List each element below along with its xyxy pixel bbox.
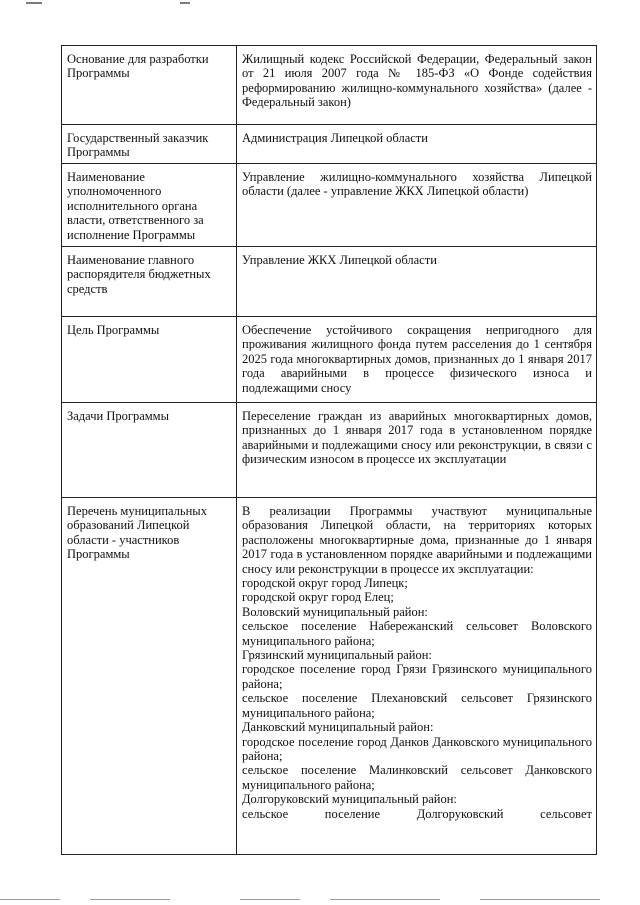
row-value: Переселение граждан из аварийных многоквартирных домов, признанных до 1 января 2017 года в установленном порядке аварийными и подлежащими сносу или реконструкции, в связи с физическим износом в процессе их эксплуатации xyxy=(237,403,597,498)
participant-item: городской округ город Липецк; xyxy=(242,576,408,591)
participant-item: городской округ город Елец; xyxy=(242,590,394,605)
table-row xyxy=(62,498,597,855)
participant-item: Воловский муниципальный район: xyxy=(242,604,428,619)
row-label: Государственный заказчик Программы xyxy=(62,125,237,164)
row-label: Основание для разработки Программы xyxy=(62,46,237,125)
table-row xyxy=(62,125,597,164)
participants-intro: В реализации Программы участвуют муниципальные образования Липецкой области, на территориях которых расположены многоквартирные дома, признанные до 1 января 2017 года в установленном порядке аварийными и подлежащими сносу или реконструкции в процессе их эксплуатации: xyxy=(242,504,592,576)
table-row xyxy=(62,247,597,317)
participant-item: городское поселение город Данков Данковского муниципального района; xyxy=(242,734,592,763)
participant-item: Грязинский муниципальный район: xyxy=(242,648,432,663)
row-value: Обеспечение устойчивого сокращения непригодного для проживания жилищного фонда путем расселения до 1 сентября 2025 года многоквартирных домов, признанных до 1 января 2017 года аварийными в процессе физического износа и подлежащими сносу xyxy=(237,317,597,403)
row-value: Управление жилищно-коммунального хозяйства Липецкой области (далее - управление ЖКХ Липецкой области) xyxy=(237,164,597,247)
row-label: Наименование главного распорядителя бюджетных средств xyxy=(62,247,237,317)
participants-cell xyxy=(237,498,597,855)
table-row xyxy=(62,317,597,403)
participant-item: городское поселение город Грязи Грязинского муниципального района; xyxy=(242,662,592,691)
table-row xyxy=(62,46,597,125)
table-row xyxy=(62,164,597,247)
scan-artifact-bottom xyxy=(0,899,640,901)
row-label: Наименование уполномоченного исполнительного органа власти, ответственного за исполнение Программы xyxy=(62,164,237,247)
participant-item: сельское поселение Малинковский сельсовет Данковского муниципального района; xyxy=(242,763,592,792)
row-value: Администрация Липецкой области xyxy=(237,125,597,164)
participant-item: сельское поселение Плехановский сельсовет Грязинского муниципального района; xyxy=(242,691,592,720)
table-row xyxy=(62,403,597,498)
scan-artifact-top xyxy=(0,0,640,6)
row-label: Задачи Программы xyxy=(62,403,237,498)
participant-item: сельское поселение Набережанский сельсовет Воловского муниципального района; xyxy=(242,619,592,648)
row-value: Управление ЖКХ Липецкой области xyxy=(237,247,597,317)
row-label: Цель Программы xyxy=(62,317,237,403)
row-value: Жилищный кодекс Российской Федерации, Федеральный закон от 21 июля 2007 года № 185-ФЗ «О Фонде содействия реформированию жилищно-коммунального хозяйства» (далее - Федеральный закон) xyxy=(237,46,597,125)
row-label: Перечень муниципальных образований Липецкой области - участников Программы xyxy=(62,498,237,855)
program-passport-table xyxy=(61,45,597,855)
participant-item: Долгоруковский муниципальный район: xyxy=(242,792,457,807)
participant-item: Данковский муниципальный район: xyxy=(242,720,434,735)
participant-item: сельское поселение Долгоруковский сельсовет xyxy=(242,806,592,821)
